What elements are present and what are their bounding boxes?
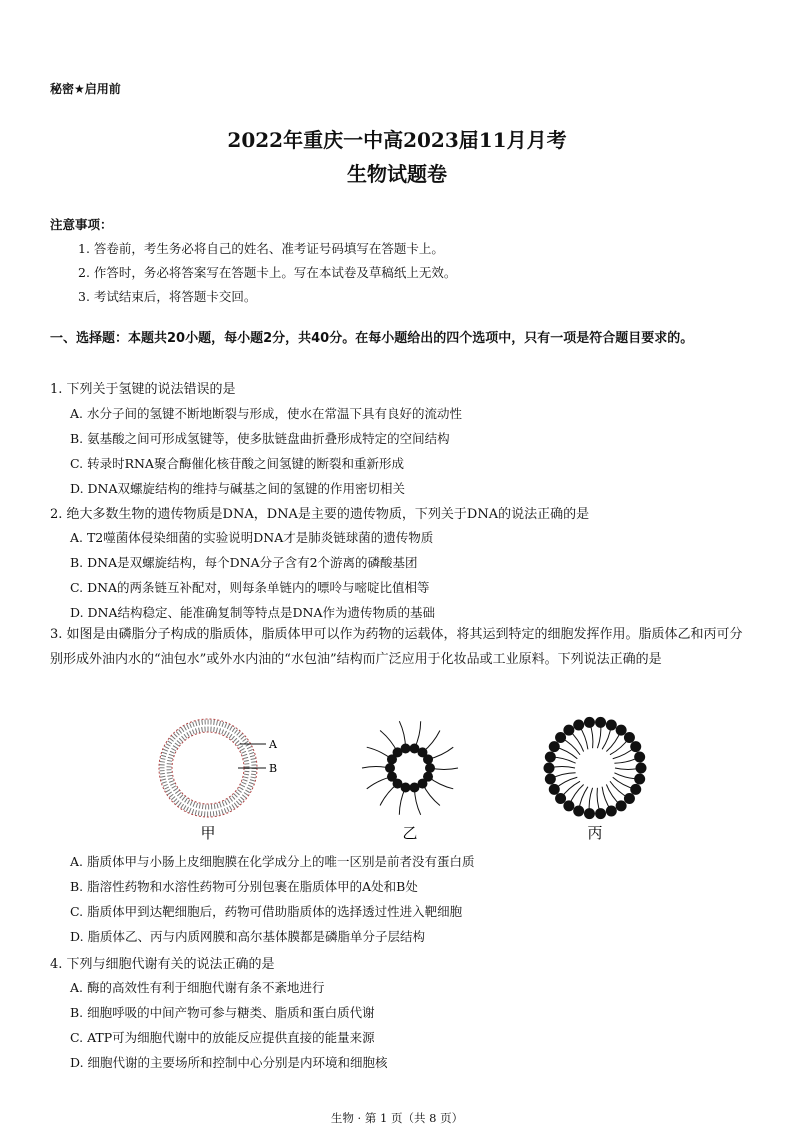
question-2-option-a: A. T2噬菌体侵染细菌的实验说明DNA才是肺炎链球菌的遗传物质 <box>70 530 434 545</box>
page-footer: 生物 · 第 1 页（共 8 页） <box>330 1111 464 1125</box>
liposome-figure <box>140 710 660 845</box>
question-1-stem: 1. 下列关于氢键的说法错误的是 <box>50 382 236 397</box>
notice-item-3: 3. 考试结束后，将答题卡交回。 <box>78 289 257 304</box>
label-yi: 乙 <box>402 824 418 842</box>
question-1-option-d: D. DNA双螺旋结构的维持与碱基之间的氢键的作用密切相关 <box>70 481 406 496</box>
question-4-stem: 4. 下列与细胞代谢有关的说法正确的是 <box>50 957 275 972</box>
question-3-option-b: B. 脂溶性药物和水溶性药物可分别包裹在脂质体甲的A处和B处 <box>70 879 418 894</box>
notice-item-2: 2. 作答时，务必将答案写在答题卡上。写在本试卷及草稿纸上无效。 <box>78 265 457 280</box>
exam-title: 2022年重庆一中高2023届11月月考 <box>227 128 567 152</box>
question-2-option-b: B. DNA是双螺旋结构，每个DNA分子含有2个游离的磷酸基团 <box>70 555 418 570</box>
question-3-stem: 3. 如图是由磷脂分子构成的脂质体，脂质体甲可以作为药物的运载体，将其运到特定的细胞发挥作用。脂质体乙和丙可分别形成外油内水的“油包水”或外水内油的“水包油”结构而广泛应用于化妆品或工业原料。下列说法正确的是 <box>50 627 743 667</box>
exam-subtitle: 生物试题卷 <box>347 162 447 186</box>
question-4-option-c: C. ATP可为细胞代谢中的放能反应提供直接的能量来源 <box>70 1030 375 1045</box>
label-bing: 丙 <box>587 824 603 842</box>
question-2-option-c: C. DNA的两条链互补配对，则每条单链内的嘌呤与嘧啶比值相等 <box>70 580 430 595</box>
notice-heading: 注意事项： <box>50 217 113 232</box>
label-b: B <box>269 762 278 775</box>
question-3-option-d: D. 脂质体乙、丙与内质网膜和高尔基体膜都是磷脂单分子层结构 <box>70 929 426 944</box>
label-jia: 甲 <box>200 824 216 842</box>
question-2-stem: 2. 绝大多数生物的遗传物质是DNA，DNA是主要的遗传物质，下列关于DNA的说法正确的是 <box>50 507 590 522</box>
question-2-option-d: D. DNA结构稳定、能准确复制等特点是DNA作为遗传物质的基础 <box>70 605 435 620</box>
question-3-option-c: C. 脂质体甲到达靶细胞后，药物可借助脂质体的选择透过性进入靶细胞 <box>70 904 463 919</box>
question-1-option-a: A. 水分子间的氢键不断地断裂与形成，使水在常温下具有良好的流动性 <box>70 406 462 421</box>
question-4-option-a: A. 酶的高效性有利于细胞代谢有条不紊地进行 <box>70 980 325 995</box>
question-1-option-c: C. 转录时RNA聚合酶催化核苷酸之间氢键的断裂和重新形成 <box>70 456 404 471</box>
liposome-jia-diagram <box>159 719 266 817</box>
confidential-mark: 秘密★启用前 <box>50 82 121 96</box>
section-heading: 一、选择题：本题共20小题，每小题2分，共40分。在每小题给出的四个选项中，只有一项是符合题目要求的。 <box>50 331 694 346</box>
liposome-bing-diagram <box>544 717 647 819</box>
notice-item-1: 1. 答卷前，考生务必将自己的姓名、准考证号码填写在答题卡上。 <box>78 241 444 256</box>
question-3-option-a: A. 脂质体甲与小肠上皮细胞膜在化学成分上的唯一区别是前者没有蛋白质 <box>70 854 475 869</box>
liposome-yi-diagram <box>362 721 458 815</box>
question-4-option-b: B. 细胞呼吸的中间产物可参与糖类、脂质和蛋白质代谢 <box>70 1005 375 1020</box>
question-4-option-d: D. 细胞代谢的主要场所和控制中心分别是内环境和细胞核 <box>70 1055 388 1070</box>
question-1-option-b: B. 氨基酸之间可形成氢键等，使多肽链盘曲折叠形成特定的空间结构 <box>70 431 450 446</box>
label-a: A <box>269 738 277 751</box>
